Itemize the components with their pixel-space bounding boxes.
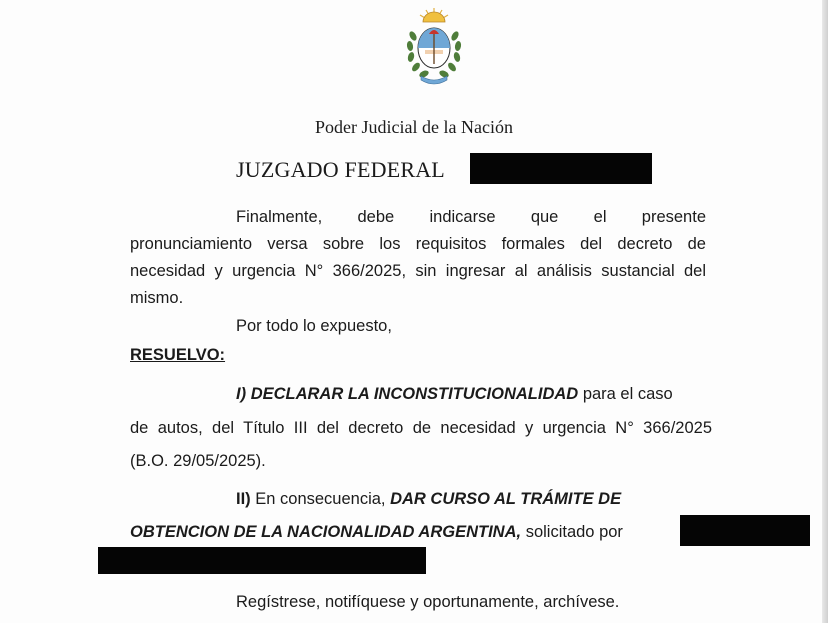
paragraph-1-line-3: necesidad y urgencia N° 366/2025, sin ingresar al análisis sustancial del [130, 262, 706, 280]
item-1-rest: para el caso [578, 385, 673, 403]
paragraph-1-line-4: mismo. [130, 289, 184, 307]
item-2-numeral: II) [236, 490, 251, 508]
paragraph-1-line-2: pronunciamiento versa sobre los requisitos formales del decreto de [130, 235, 706, 253]
resuelvo-heading: RESUELVO: [130, 346, 226, 364]
item-2-rest: solicitado por [521, 523, 623, 541]
redacted-name-block-1 [680, 515, 810, 546]
paragraph-1-line-1: Finalmente, debe indicarse que el presente [236, 208, 706, 226]
item-1-numeral: I) [236, 385, 247, 403]
redacted-court-block [470, 153, 652, 184]
item-1-line-3: (B.O. 29/05/2025). [130, 452, 266, 470]
closing-line: Regístrese, notifíquese y oportunamente, archívese. [236, 593, 620, 611]
item-1-emphasis: DECLARAR LA INCONSTITUCIONALIDAD [250, 385, 579, 403]
item-2-lead: En consecuencia, [250, 490, 391, 508]
item-2-line-1 [236, 490, 621, 509]
item-2-emphasis-2: OBTENCION DE LA NACIONALIDAD ARGENTINA, [130, 523, 522, 541]
item-2-line-2 [130, 523, 623, 542]
item-2-emphasis-1: DAR CURSO AL TRÁMITE DE [390, 490, 622, 508]
coat-of-arms-icon [403, 6, 465, 90]
redacted-name-block-2 [98, 547, 426, 574]
item-1-line-2: de autos, del Título III del decreto de necesidad y urgencia N° 366/2025 [130, 419, 712, 437]
por-todo-line: Por todo lo expuesto, [236, 317, 392, 335]
page-edge [822, 0, 828, 623]
item-1-line-1 [236, 385, 673, 404]
institution-name: Poder Judicial de la Nación [315, 117, 513, 137]
court-name: JUZGADO FEDERAL [236, 157, 445, 182]
